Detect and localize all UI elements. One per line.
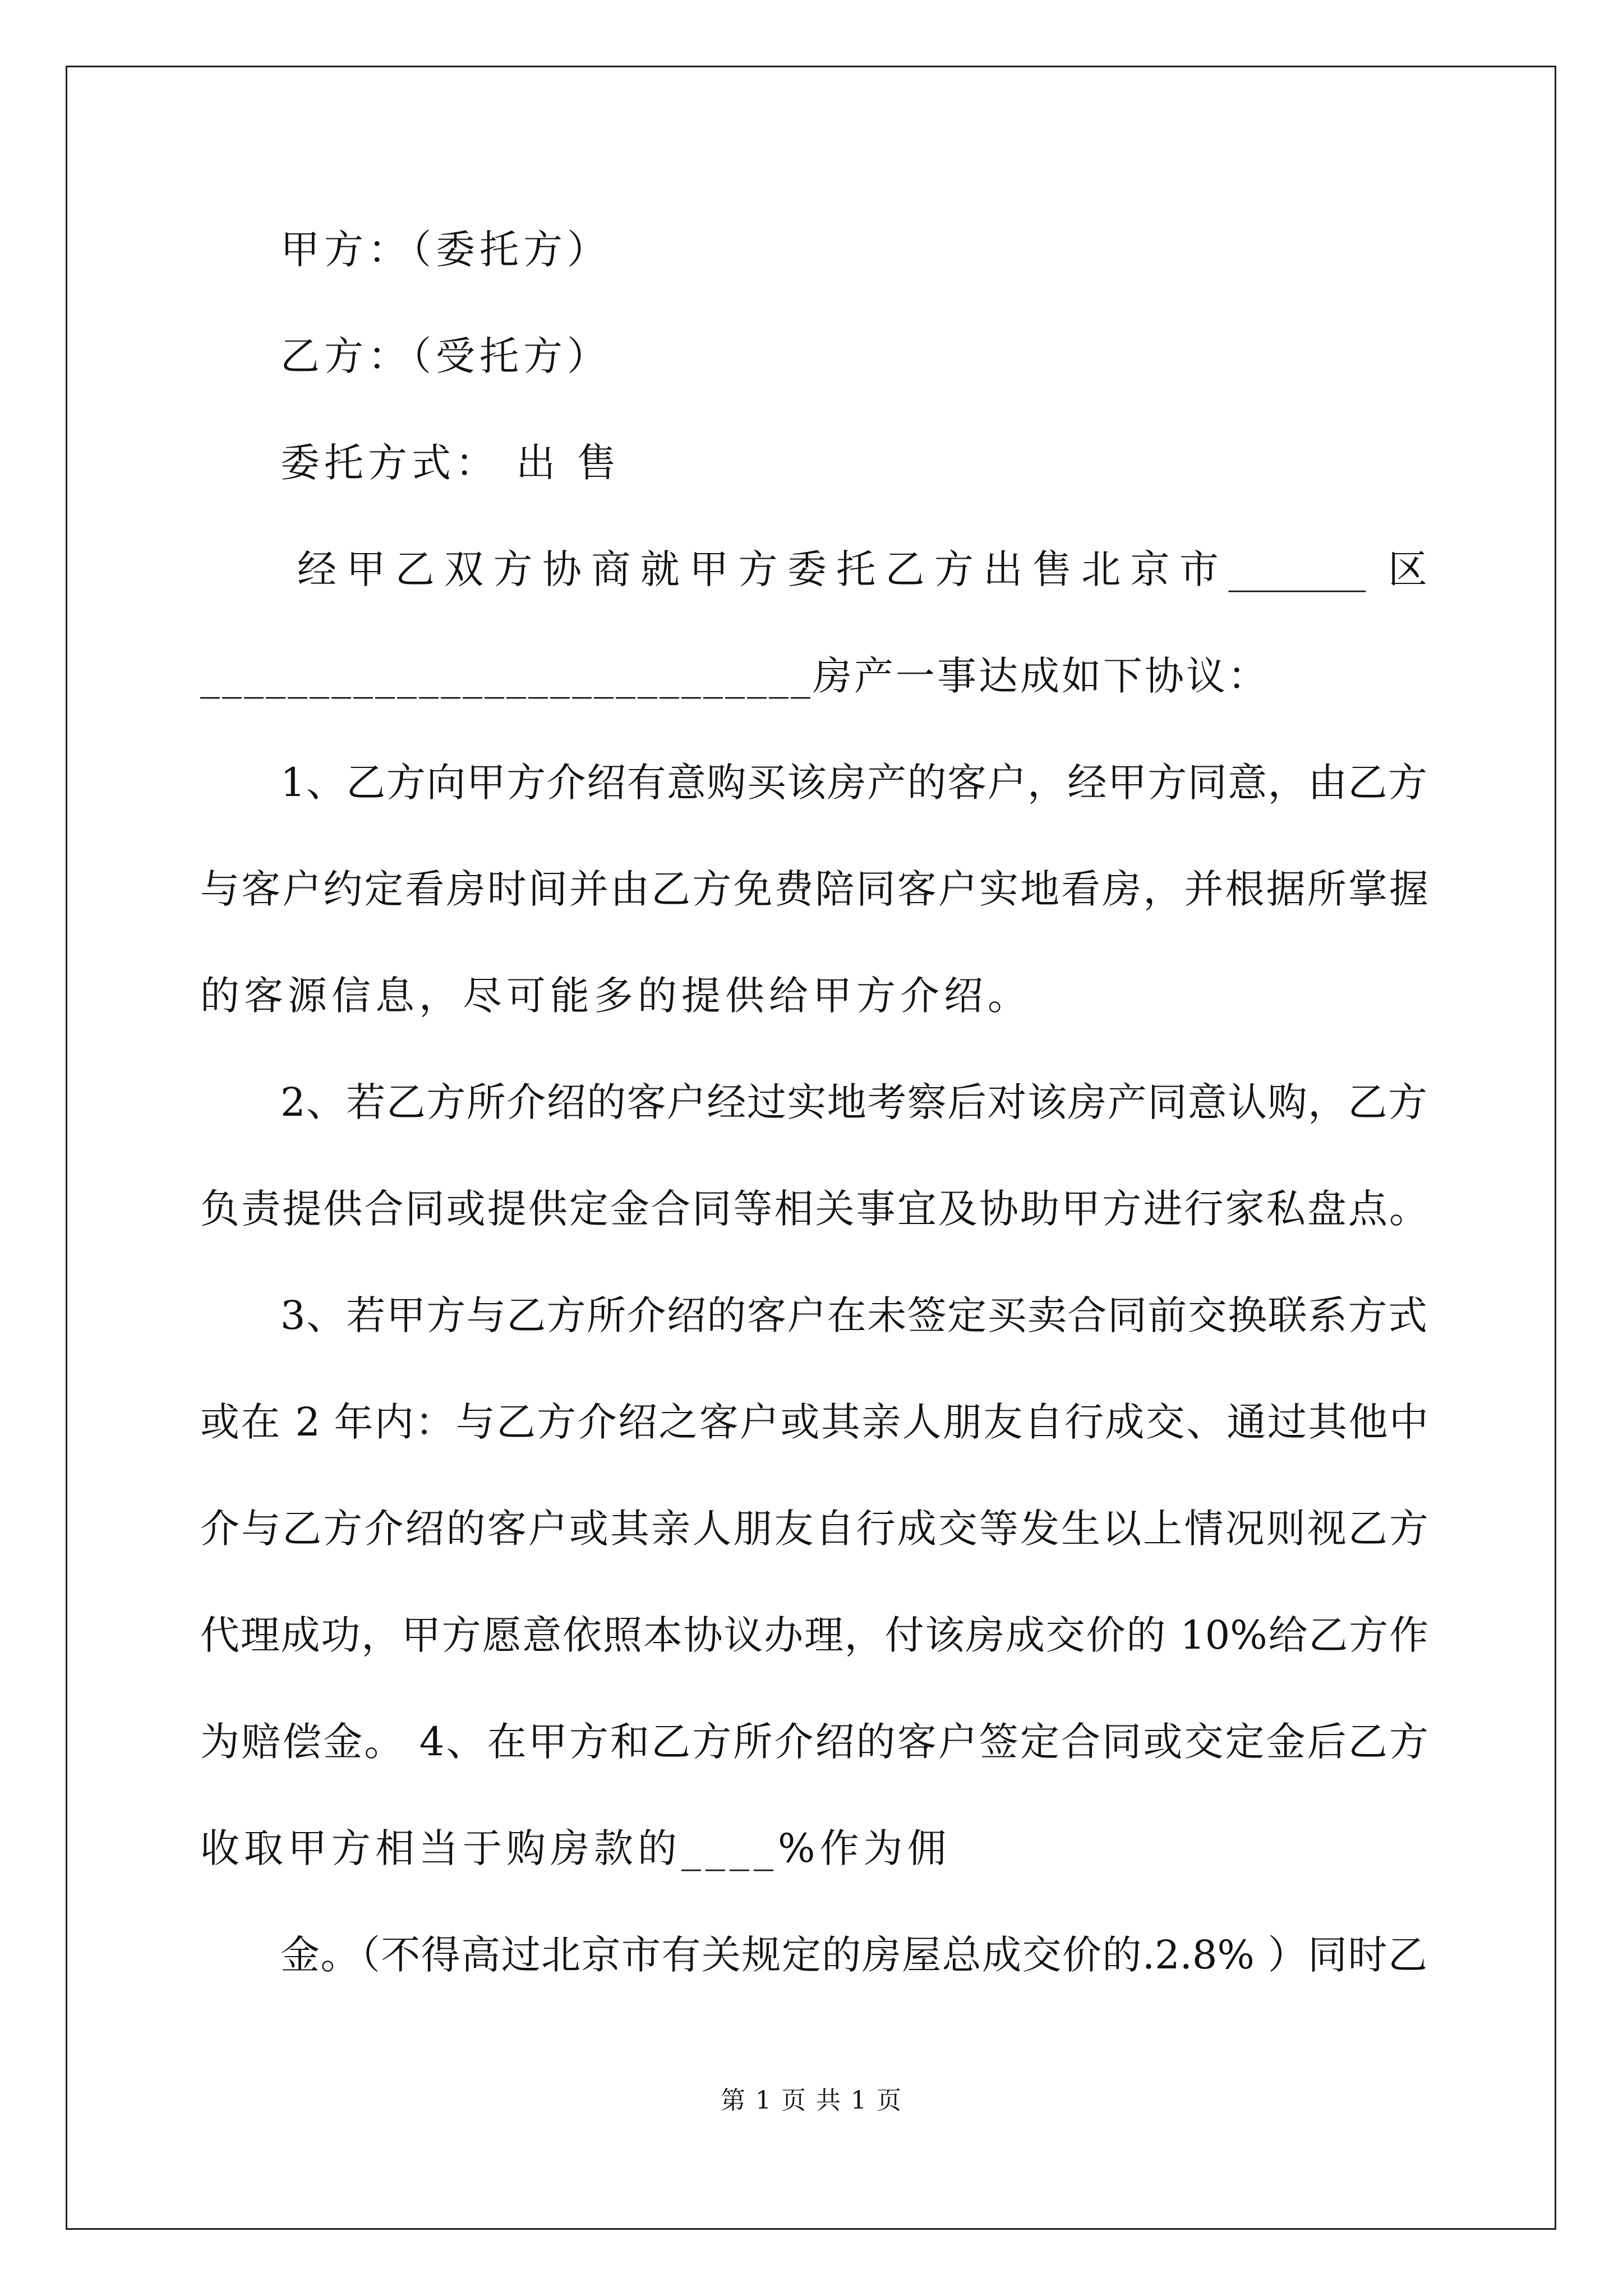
page-frame	[66, 66, 1556, 2230]
party-b-line: 乙方：（受托方）	[280, 333, 611, 379]
clause-3-line-4: 代理成功，甲方愿意依照本协议办理，付该房成交价的 10%给乙方作	[200, 1612, 1428, 1658]
clause-1-line-1: 1、乙方向甲方介绍有意购买该房产的客户，经甲方同意，由乙方	[280, 760, 1427, 806]
intro-line-2: ____________________________房产一事达成如下协议：	[200, 653, 1269, 699]
clause-2-line-1: 2、若乙方所介绍的客户经过实地考察后对该房产同意认购，乙方	[280, 1079, 1427, 1125]
clause-3-line-1: 3、若甲方与乙方所介绍的客户在未签定买卖合同前交换联系方式	[280, 1292, 1427, 1338]
clause-3-line-2: 或在 2 年内：与乙方介绍之客户或其亲人朋友自行成交、通过其他中	[200, 1399, 1428, 1445]
clause-3-line-3: 介与乙方介绍的客户或其亲人朋友自行成交等发生以上情况则视乙方	[200, 1506, 1428, 1552]
clause-1-line-2: 与客户约定看房时间并由乙方免费陪同客户实地看房，并根据所掌握	[200, 866, 1428, 912]
clause-4-line-2: 收取甲方相当于购房款的____%作为佣	[200, 1825, 951, 1871]
entrust-method-line: 委托方式： 出 售	[280, 440, 621, 486]
page-footer: 第 1 页 共 1 页	[721, 2086, 902, 2115]
clause-1-line-3: 的客源信息，尽可能多的提供给甲方介绍。	[200, 973, 1031, 1019]
clause-4-line-1: 为赔偿金。 4、在甲方和乙方所介绍的客户签定合同或交定金后乙方	[200, 1719, 1428, 1765]
intro-line-1: 经甲乙双方协商就甲方委托乙方出售北京市_______ 区	[297, 546, 1427, 592]
clause-2-line-2: 负责提供合同或提供定金合同等相关事宜及协助甲方进行家私盘点。	[200, 1186, 1428, 1232]
commission-note-line: 金。（不得高过北京市有关规定的房屋总成交价的.2.8% ）同时乙	[280, 1932, 1427, 1978]
party-a-line: 甲方：（委托方）	[280, 227, 611, 273]
